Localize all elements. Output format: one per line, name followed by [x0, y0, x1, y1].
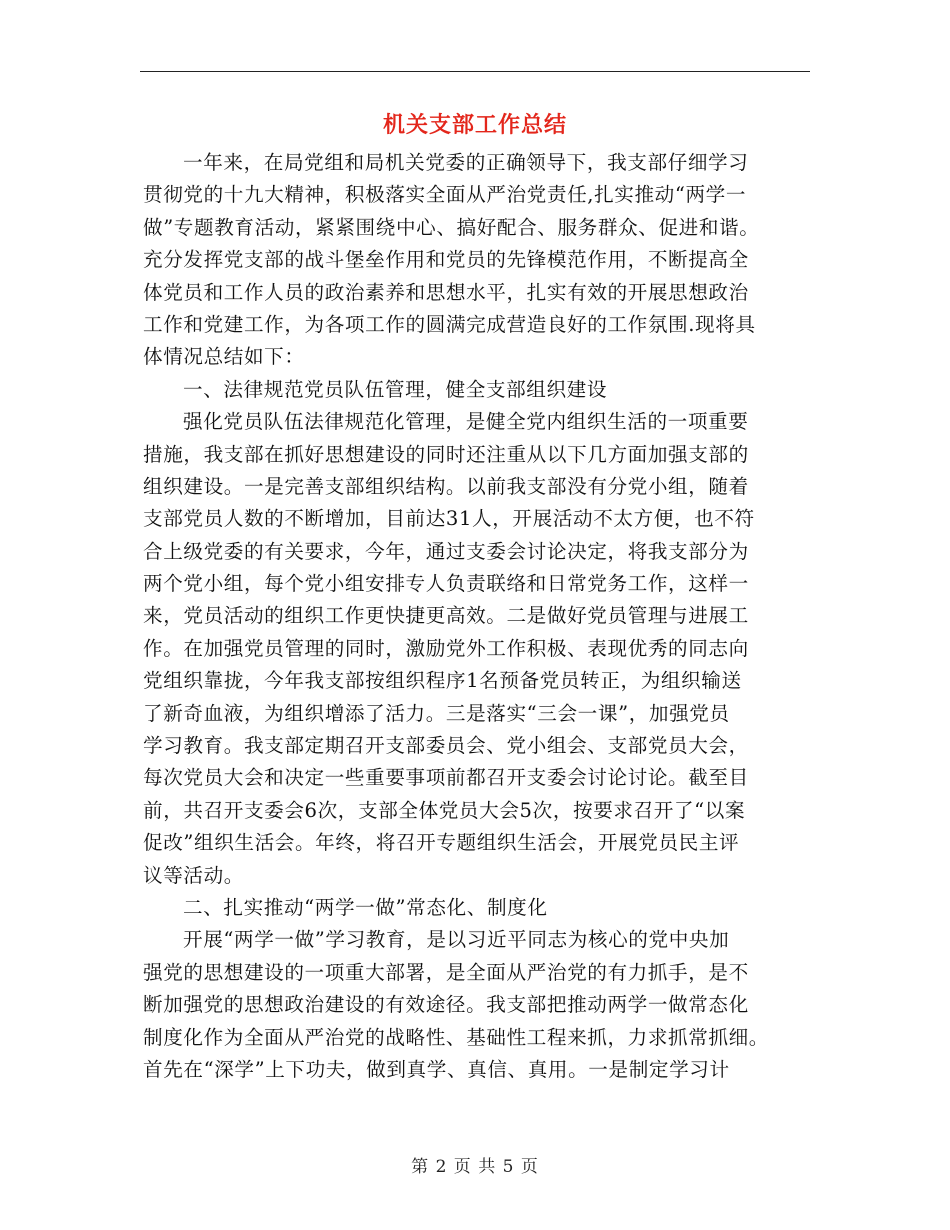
text-line: 工作和党建工作，为各项工作的圆满完成营造良好的工作氛围.现将具	[143, 312, 756, 336]
text-line: 每次党员大会和决定一些重要事项前都召开支委会讨论讨论。截至目	[143, 766, 749, 790]
text-line: 促改”组织生活会。年终，将召开专题组织生活会，开展党员民主评	[143, 831, 740, 855]
text-line: 体党员和工作人员的政治素养和思想水平，扎实有效的开展思想政治	[143, 280, 749, 304]
header-rule	[140, 71, 810, 72]
text-line: 二、扎实推动“两学一做”常态化、制度化	[183, 895, 548, 919]
text-line: 一、法律规范党员队伍管理，健全支部组织建设	[183, 377, 608, 401]
text-line: 断加强党的思想政治建设的有效途径。我支部把推动两学一做常态化	[143, 993, 749, 1017]
text-line: 体情况总结如下：	[143, 345, 305, 369]
text-line: 支部党员人数的不断增加，目前达31人，开展活动不太方便，也不符	[143, 507, 755, 531]
text-line: 一年来，在局党组和局机关党委的正确领导下，我支部仔细学习	[183, 151, 749, 174]
page-footer: 第 2 页 共 5 页	[411, 1157, 539, 1177]
text-line: 议等活动。	[143, 863, 244, 887]
text-line: 两个党小组，每个党小组安排专人负责联络和日常党务工作，这样一	[143, 572, 749, 596]
text-line: 强党的思想建设的一项重大部署，是全面从严治党的有力抓手，是不	[143, 960, 749, 984]
text-line: 制度化作为全面从严治党的战略性、基础性工程来抓，力求抓常抓细。	[143, 1025, 770, 1049]
document-body	[143, 147, 811, 1086]
text-line: 充分发挥党支部的战斗堡垒作用和党员的先锋模范作用，不断提高全	[143, 248, 749, 272]
document-title: 机关支部工作总结	[382, 112, 567, 138]
text-line: 做”专题教育活动，紧紧围绕中心、搞好配合、服务群众、促进和谐。	[143, 215, 760, 239]
text-line: 首先在“深学”上下功夫，做到真学、真信、真用。一是制定学习计	[143, 1057, 730, 1081]
text-line: 合上级党委的有关要求，今年，通过支委会讨论决定，将我支部分为	[143, 539, 749, 563]
text-line: 贯彻党的十九大精神，积极落实全面从严治党责任,扎实推动“两学一	[143, 183, 747, 207]
text-line: 来，党员活动的组织工作更快捷更高效。二是做好党员管理与进展工	[143, 604, 749, 628]
text-line: 作。在加强党员管理的同时，激励党外工作积极、表现优秀的同志向	[143, 636, 749, 660]
text-line: 了新奇血液，为组织增添了活力。三是落实“三会一课”，加强党员	[143, 701, 730, 725]
text-line: 前，共召开支委会6次，支部全体党员大会5次，按要求召开了“以案	[143, 798, 746, 822]
text-line: 开展“两学一做”学习教育，是以习近平同志为核心的党中央加	[183, 928, 730, 952]
text-line: 学习教育。我支部定期召开支部委员会、党小组会、支部党员大会，	[143, 734, 749, 758]
text-line: 强化党员队伍法律规范化管理，是健全党内组织生活的一项重要	[183, 410, 749, 434]
text-line: 党组织靠拢，今年我支部按组织程序1名预备党员转正，为组织输送	[143, 669, 742, 693]
text-line: 组织建设。一是完善支部组织结构。以前我支部没有分党小组，随着	[143, 474, 749, 498]
text-line: 措施，我支部在抓好思想建设的同时还注重从以下几方面加强支部的	[143, 442, 749, 466]
